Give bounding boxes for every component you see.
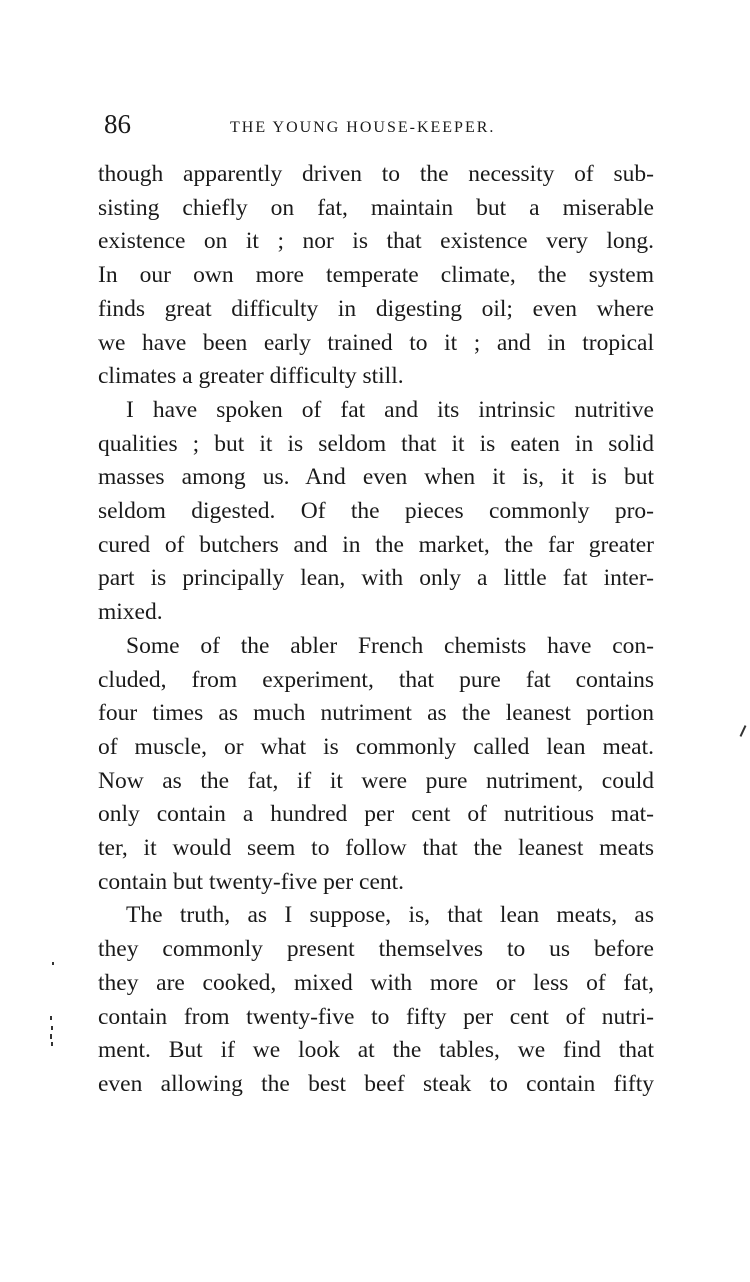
text-line: they commonly present themselves to us before — [98, 936, 654, 963]
page-header — [104, 104, 664, 144]
text-line: Some of the abler French chemists have con- — [126, 632, 654, 659]
text-line: they are cooked, mixed with more or less of fat, — [98, 969, 654, 996]
scan-mark — [51, 1042, 53, 1046]
text-line: In our own more temperate climate, the system — [98, 262, 654, 289]
text-line: cured of butchers and in the market, the far greater — [98, 531, 654, 558]
text-line: ter, it would seem to follow that the leanest meats — [98, 835, 654, 862]
text-line: four times as much nutriment as the leanest portion — [98, 700, 654, 727]
text-line: The truth, as I suppose, is, that lean meats, as — [126, 902, 654, 929]
scan-mark — [740, 725, 747, 737]
text-line: part is principally lean, with only a little fat inter- — [98, 565, 654, 592]
scan-mark — [50, 1016, 52, 1020]
text-line: even allowing the best beef steak to contain fifty — [98, 1070, 654, 1097]
text-line: climates a greater difficulty still. — [98, 363, 404, 390]
paragraph-1 — [98, 158, 654, 394]
body-text — [98, 158, 654, 1102]
text-line: only contain a hundred per cent of nutritious mat- — [98, 801, 654, 828]
scan-mark — [50, 1034, 52, 1039]
page-number: 86 — [104, 109, 131, 139]
paragraph-4 — [98, 899, 654, 1101]
scan-mark — [51, 1026, 53, 1030]
text-line: we have been early trained to it ; and in tropical — [98, 329, 654, 356]
paragraph-3 — [98, 630, 654, 900]
text-line: masses among us. And even when it is, it is but — [98, 464, 654, 491]
text-line: finds great difficulty in digesting oil; even where — [98, 295, 654, 322]
text-line: contain but twenty-five per cent. — [98, 868, 405, 895]
text-line: cluded, from experiment, that pure fat contains — [98, 666, 654, 693]
text-line: mixed. — [98, 599, 163, 626]
running-head: THE YOUNG HOUSE-KEEPER. — [230, 119, 496, 136]
text-line: ment. But if we look at the tables, we find that — [98, 1037, 654, 1064]
text-line: though apparently driven to the necessity of sub- — [98, 161, 654, 187]
text-line: I have spoken of fat and its intrinsic nutritive — [126, 396, 654, 423]
text-line: qualities ; but it is seldom that it is eaten in solid — [98, 430, 654, 457]
text-line: existence on it ; nor is that existence very long. — [98, 228, 654, 255]
text-line: seldom digested. Of the pieces commonly pro- — [98, 498, 654, 525]
scan-mark — [52, 962, 54, 965]
text-line: Now as the fat, if it were pure nutriment, could — [98, 767, 654, 794]
paragraph-2 — [98, 394, 654, 630]
text-line: sisting chiefly on fat, maintain but a miserable — [98, 194, 654, 221]
text-line: of muscle, or what is commonly called lean meat. — [98, 733, 654, 760]
text-line: contain from twenty-five to fifty per cent of nutri- — [98, 1003, 654, 1030]
